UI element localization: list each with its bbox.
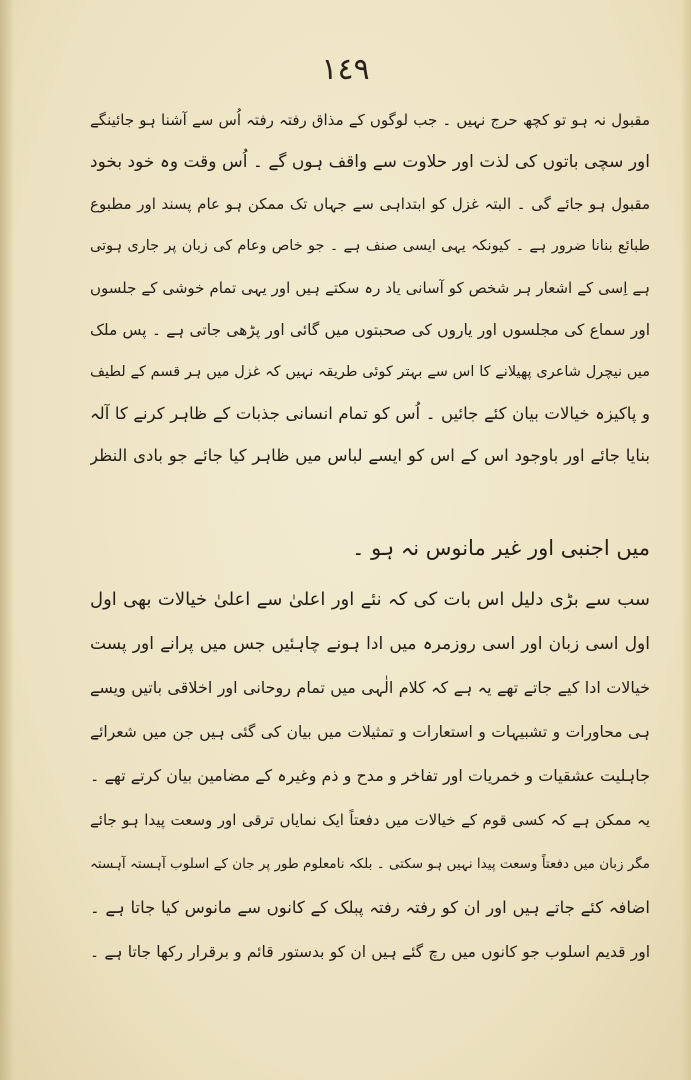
- page-edge-right: [681, 0, 691, 1080]
- text-line: خیالات ادا کیے جاتے تھے یہ ہے کہ کلام الٰہی میں تمام روحانی اور اخلاقی باتیں ویسے: [90, 678, 650, 697]
- page-edge-left: [0, 0, 14, 1080]
- text-line: مگر زبان میں دفعتاً وسعت پیدا نہیں ہو سکتی ۔ بلکہ نامعلوم طور پر جان کے اسلوب آہستہ آہستہ: [90, 856, 650, 872]
- text-line: میں اجنبی اور غیر مانوس نہ ہو ۔: [352, 536, 650, 560]
- text-line: بنایا جائے اور باوجود اس کے اس کو ایسے لباس میں ظاہر کیا جائے جو بادی النظر: [90, 446, 650, 465]
- text-line: اور قدیم اسلوب جو کانوں میں رچ گئے ہیں ان کو بدستور قائم و برقرار رکھا جاتا ہے ۔: [90, 943, 650, 961]
- text-line: سب سے بڑی دلیل اس بات کی کہ نئے اور اعلیٰ سے اعلیٰ خیالات بھی اول: [90, 589, 650, 610]
- text-line: طبائع بنانا ضرور ہے ۔ کیونکہ یہی ایسی صنف ہے ۔ جو خاص وعام کی زبان پر جاری ہوتی: [90, 238, 650, 254]
- text-line: اور سچی باتوں کی لذت اور حلاوت سے واقف ہوں گے ۔ اُس وقت وہ خود بخود: [90, 152, 650, 172]
- text-line: جاہلیت عشقیات و خمریات اور تفاخر و مدح و ذم وغیرہ کے مضامین بیان کرتے تھے ۔: [90, 766, 650, 785]
- text-line: اور سماع کی مجلسوں اور یاروں کی صحبتوں میں گائی اور پڑھی جاتی ہے ۔ پس ملک: [90, 321, 650, 339]
- page-number: ١٤٩: [321, 52, 370, 87]
- text-line: یہ ممکن ہے کہ کسی قوم کے خیالات میں دفعتاً ایک نمایاں ترقی اور وسعت پیدا ہو جائے: [90, 811, 650, 829]
- text-line: مقبول ہو جائے گی ۔ البتہ غزل کو ابتداہی سے جہاں تک ممکن ہو عام پسند اور مطبوع: [90, 195, 650, 213]
- text-line: ہے اِسی کے اشعار ہر شخص کو آسانی یاد رہ سکتے ہیں اور یہی تمام خوشی کے جلسوں: [90, 279, 650, 297]
- text-line: میں نیچرل شاعری پھیلانے کا اس سے بہتر کوئی طریقہ نہیں کہ غزل میں ہر قسم کے لطیف: [90, 364, 650, 380]
- text-line: اول اسی زبان اور اسی روزمرہ میں ادا ہونے چاہئیں جس میں پرانے اور پست: [90, 634, 650, 654]
- text-line: مقبول نہ ہو تو کچھ حرج نہیں ۔ جب لوگوں کے مذاق رفتہ رفتہ اُس سے آشنا ہو جائینگے: [90, 111, 650, 129]
- text-line: اضافہ کئے جاتے ہیں اور ان کو رفتہ رفتہ پبلک کے کانوں سے مانوس کیا جاتا ہے ۔: [90, 898, 650, 917]
- text-line: و پاکیزہ خیالات بیان کئے جائیں ۔ اُس کو تمام انسانی جذبات کے ظاہر کرنے کا آلہ: [90, 404, 650, 423]
- text-line: ہی محاورات و تشبیہات و استعارات و تمثیلات میں بیان کی گئی ہیں جن میں شعرائے: [90, 723, 650, 741]
